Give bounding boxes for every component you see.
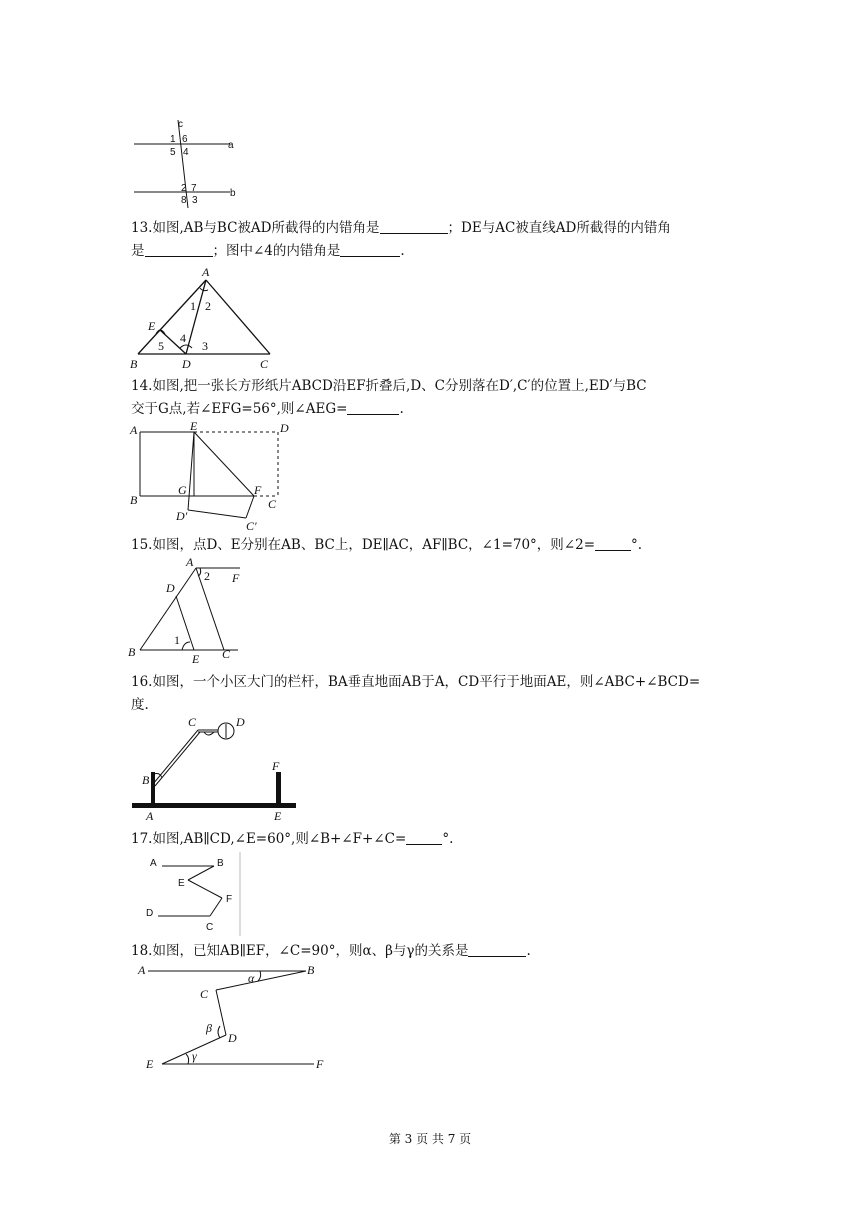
label-beta: β <box>206 1021 212 1035</box>
label-7: 7 <box>191 183 197 194</box>
label-A: A <box>138 963 146 977</box>
label-2: 2 <box>181 183 187 194</box>
label-E: E <box>146 1057 154 1071</box>
label-B: B <box>307 963 315 977</box>
label-D-prime: D′ <box>176 509 188 523</box>
label-8: 8 <box>181 195 187 206</box>
answer-blank[interactable] <box>380 219 448 234</box>
question-13: 13.如图,AB与BC被AD所截得的内错角是 ；DE与AC被直线AD所截得的内错角 是 ；图中∠4的内错角是 . <box>131 220 671 259</box>
label-E: E <box>274 809 282 823</box>
label-C-prime: C′ <box>246 519 257 533</box>
label-C: C <box>188 715 197 729</box>
answer-blank[interactable] <box>145 242 213 257</box>
label-B: B <box>142 773 150 787</box>
figure-zigzag-ab-cd <box>140 852 250 936</box>
label-B: B <box>128 645 136 659</box>
label-c: c <box>178 119 183 130</box>
label-F: F <box>316 1057 324 1071</box>
label-2: 2 <box>204 569 210 583</box>
label-5: 5 <box>158 339 164 353</box>
label-D: D <box>280 421 289 435</box>
label-E: E <box>178 878 185 889</box>
label-E: E <box>190 419 198 433</box>
label-C: C <box>200 987 209 1001</box>
label-4: 4 <box>180 331 186 345</box>
answer-blank[interactable] <box>347 400 399 415</box>
label-5: 5 <box>170 147 176 158</box>
label-E: E <box>148 319 156 333</box>
label-2: 2 <box>205 299 211 313</box>
label-gamma: γ <box>192 1049 197 1063</box>
label-1: 1 <box>190 299 196 313</box>
label-D: D <box>182 357 191 371</box>
label-C: C <box>222 647 231 661</box>
label-4: 4 <box>183 147 189 158</box>
label-3: 3 <box>192 195 198 206</box>
label-F: F <box>226 894 233 905</box>
page-footer: 第 3 页 共 7 页 <box>388 1132 472 1146</box>
label-1: 1 <box>170 134 176 145</box>
label-B: B <box>130 357 138 371</box>
label-D: D <box>228 1031 237 1045</box>
label-A: A <box>146 809 154 823</box>
figure-triangle-de-ac <box>128 556 248 666</box>
label-C: C <box>206 922 214 933</box>
figure-parallel-lines-abc <box>130 118 260 208</box>
label-D: D <box>166 581 175 595</box>
label-B: B <box>130 493 138 507</box>
label-G: G <box>178 483 187 497</box>
label-A: A <box>150 858 157 869</box>
label-A: A <box>130 423 138 437</box>
label-1: 1 <box>174 633 180 647</box>
question-16: 16.如图，一个小区大门的栏杆，BA垂直地面AB于A，CD平行于地面AE，则∠ABC+∠BCD= 度. <box>131 674 701 713</box>
figure-triangle-abc <box>128 266 278 372</box>
figure-folded-rectangle <box>128 420 298 532</box>
label-b: b <box>230 188 236 199</box>
label-E: E <box>192 652 200 666</box>
answer-blank[interactable] <box>595 536 631 551</box>
label-C: C <box>260 357 269 371</box>
answer-blank[interactable] <box>406 830 442 845</box>
label-C: C <box>268 497 277 511</box>
figure-zigzag-ab-ef <box>130 960 340 1075</box>
answer-blank[interactable] <box>340 242 400 257</box>
label-a: a <box>228 140 234 151</box>
label-3: 3 <box>202 339 208 353</box>
label-D: D <box>146 908 154 919</box>
label-F: F <box>232 571 240 585</box>
label-A: A <box>186 555 194 569</box>
question-14: 14.如图,把一张长方形纸片ABCD沿EF折叠后,D、C分别落在D′,C′的位置上,ED′与BC 交于G点,若∠EFG=56°,则∠AEG= . <box>131 378 647 417</box>
label-D: D <box>236 715 245 729</box>
answer-blank[interactable] <box>468 942 526 957</box>
label-A: A <box>202 265 210 279</box>
label-alpha: α <box>248 971 255 985</box>
label-6: 6 <box>182 134 188 145</box>
question-18: 18.如图，已知AB∥EF，∠C=90°，则α、β与γ的关系是 . <box>131 943 531 959</box>
label-F: F <box>254 483 262 497</box>
figure-gate-barrier <box>128 712 303 822</box>
label-B: B <box>217 858 224 869</box>
question-17: 17.如图,AB∥CD,∠E=60°,则∠B+∠F+∠C= °. <box>131 831 454 847</box>
question-15: 15.如图，点D、E分别在AB、BC上，DE∥AC，AF∥BC，∠1=70°，则∠2= °. <box>131 537 643 553</box>
label-F: F <box>272 759 280 773</box>
